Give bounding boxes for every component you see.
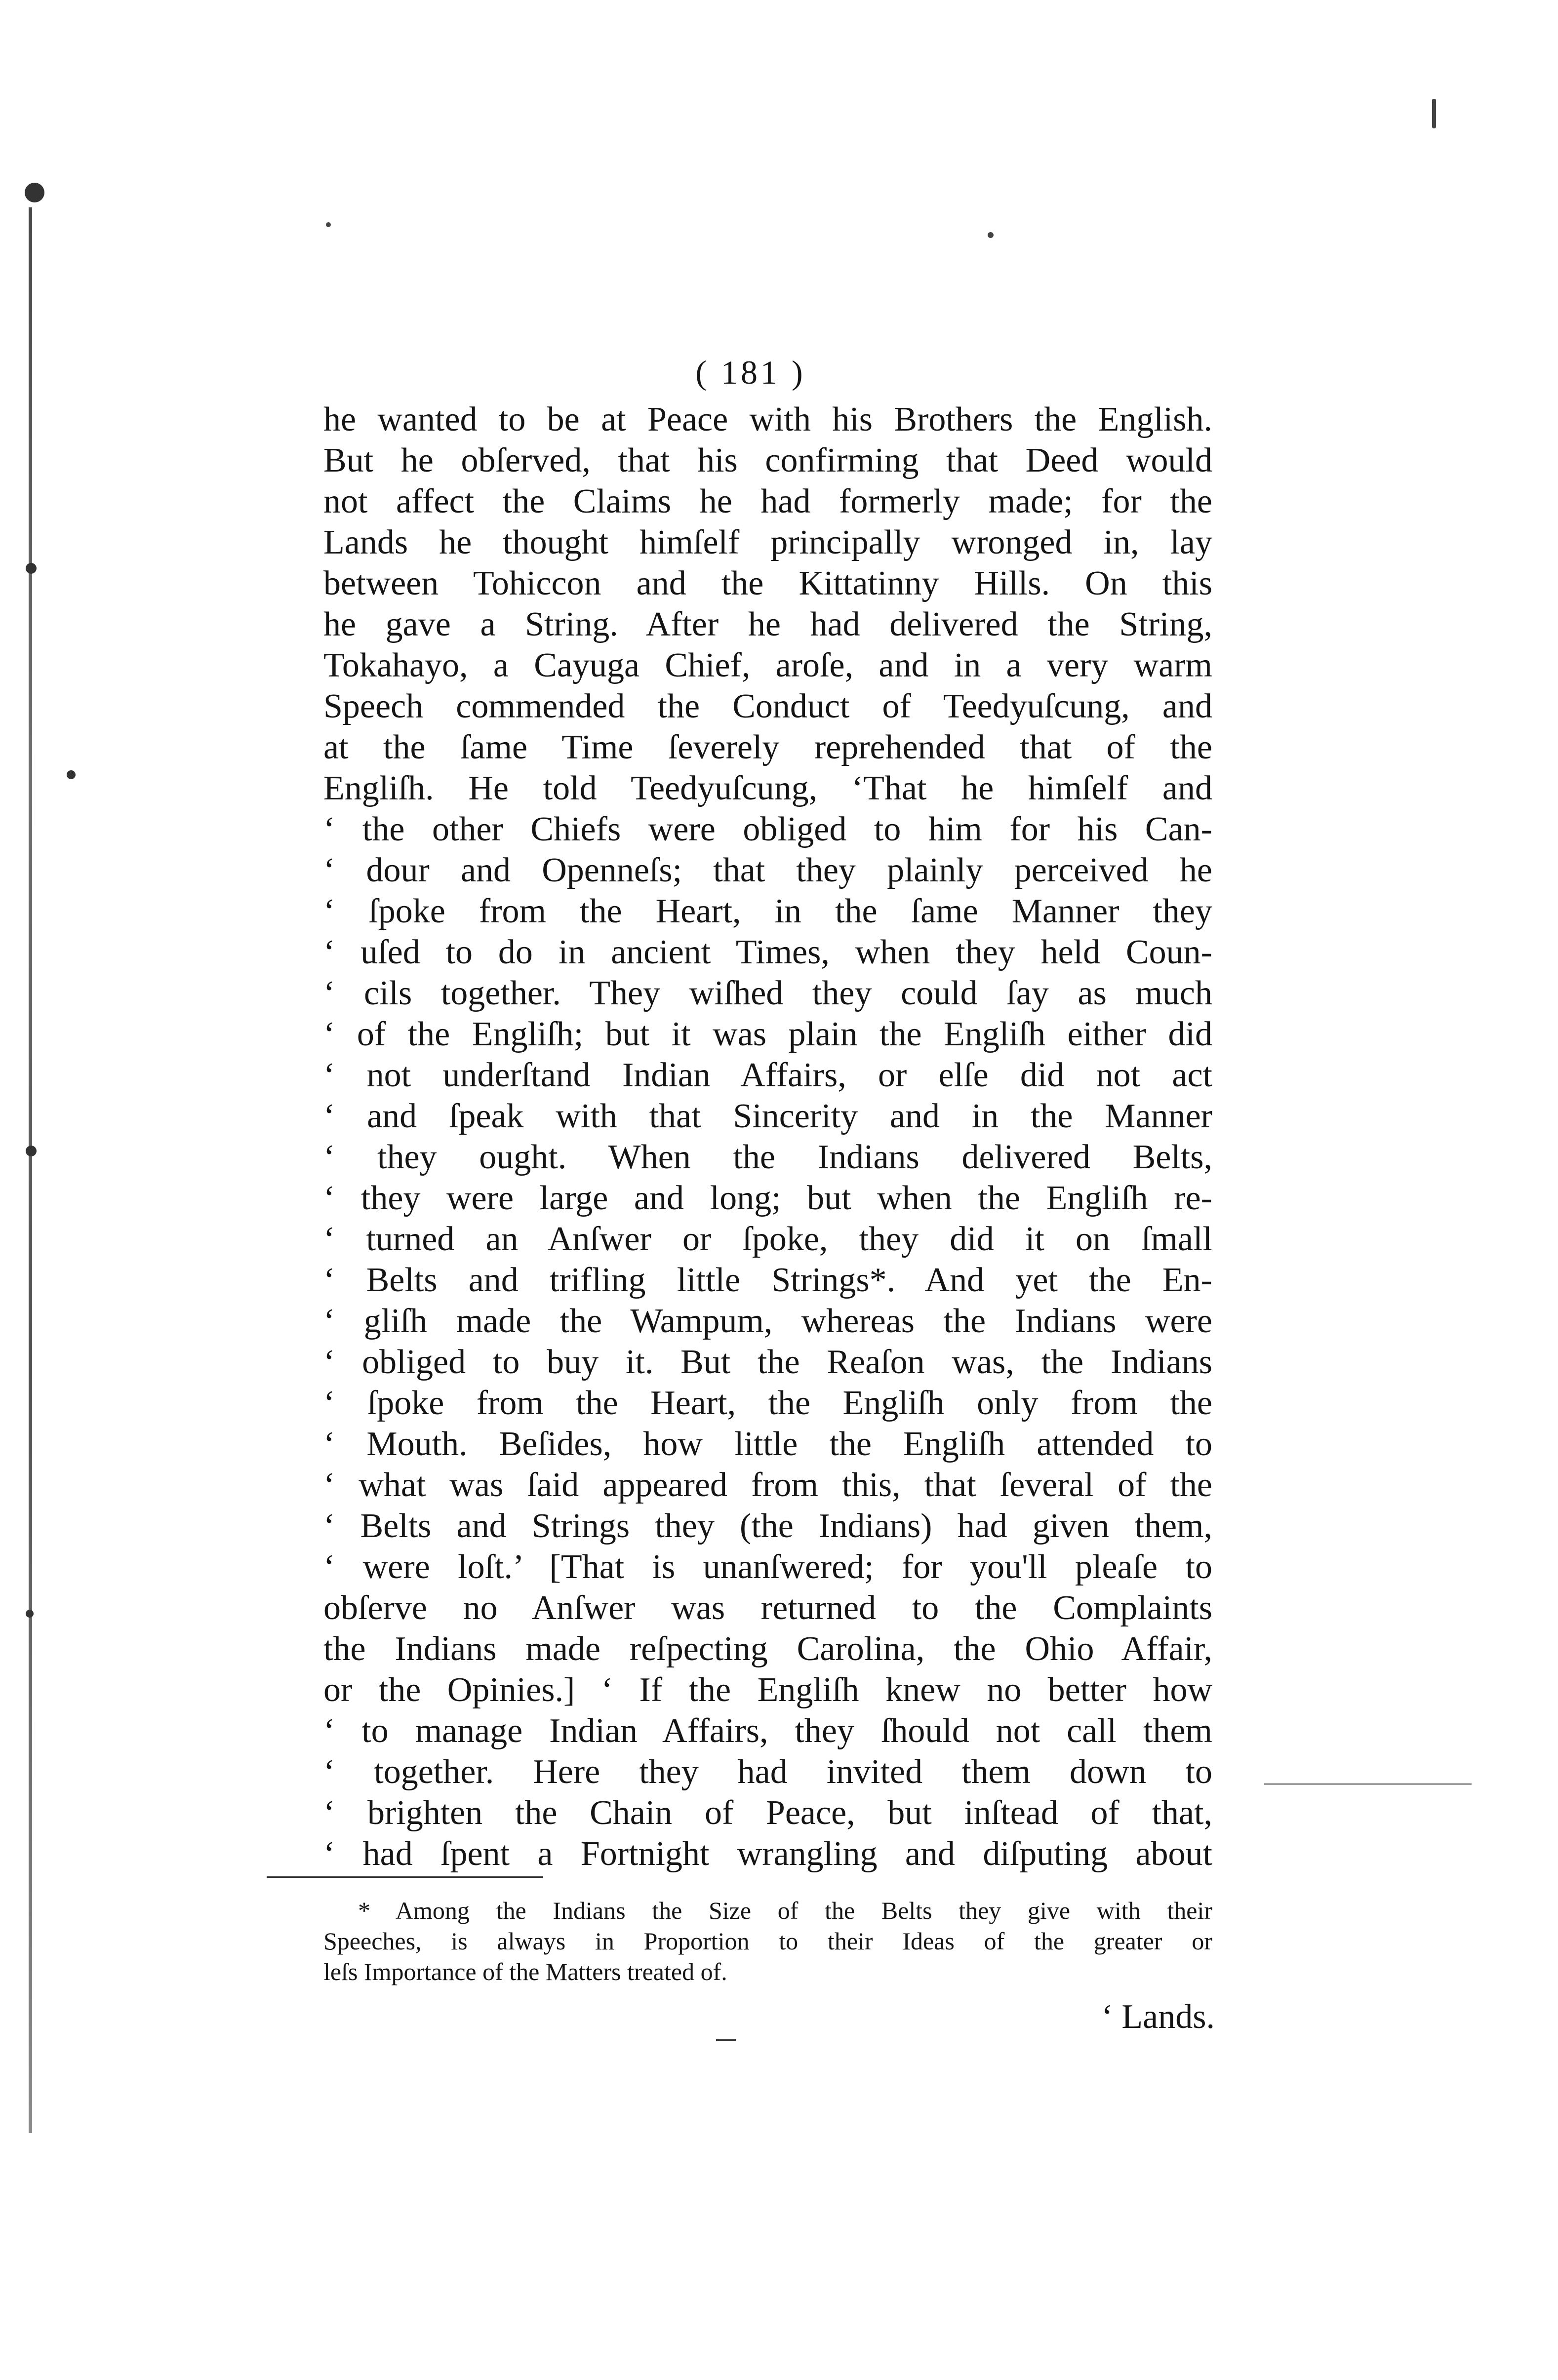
text-line: at the ſame Time ſeverely reprehended that of the (323, 728, 1212, 766)
text-line: ‘ ſpoke from the Heart, in the ſame Manner they (323, 892, 1212, 930)
text-line: ‘ dour and Openneſs; that they plainly perceived he (323, 851, 1212, 889)
text-line: ‘ the other Chiefs were obliged to him for his Can- (323, 810, 1212, 848)
edge-speck (26, 1610, 34, 1618)
text-line: not affect the Claims he had formerly made; for the (323, 482, 1212, 520)
bottom-mark (716, 2039, 736, 2041)
text-line: between Tohiccon and the Kittatinny Hills. On this (323, 564, 1212, 602)
text-line: ‘ what was ſaid appeared from this, that ſeveral of the (323, 1466, 1212, 1504)
text-line: ‘ ſpoke from the Heart, the Engliſh only from the (323, 1384, 1212, 1422)
text-line: ‘ had ſpent a Fortnight wrangling and diſputing about (323, 1835, 1212, 1873)
body-text (323, 399, 1212, 1874)
text-line: Speech commended the Conduct of Teedyuſcung, and (323, 687, 1212, 725)
text-line: the Indians made reſpecting Carolina, the Ohio Affair, (323, 1630, 1212, 1668)
text-line: ‘ Mouth. Beſides, how little the Engliſh attended to (323, 1425, 1212, 1463)
footnote-line: leſs Importance of the Matters treated of. (323, 1958, 727, 1985)
text-line: ‘ together. Here they had invited them down to (323, 1753, 1212, 1791)
footnote (323, 1895, 1212, 1987)
text-line: ‘ of the Engliſh; but it was plain the Engliſh either did (323, 1015, 1212, 1053)
margin-rule (267, 1876, 543, 1878)
catchword: ‘ Lands. (1101, 1998, 1215, 2036)
text-line: ‘ gliſh made the Wampum, whereas the Indians were (323, 1302, 1212, 1340)
footnote-line: Speeches, is always in Proportion to their Ideas of the greater or (323, 1927, 1212, 1955)
text-line: ‘ they ought. When the Indians delivered Belts, (323, 1138, 1212, 1176)
binding-edge (0, 0, 128, 2380)
text-line: Engliſh. He told Teedyuſcung, ‘That he himſelf and (323, 769, 1212, 807)
edge-speck (25, 183, 44, 202)
text-line: he wanted to be at Peace with his Brothers the English. (323, 400, 1212, 438)
text-line: ‘ and ſpeak with that Sincerity and in the Manner (323, 1097, 1212, 1135)
text-line: Lands he thought himſelf principally wronged in, lay (323, 523, 1212, 561)
margin-rule (1264, 1784, 1472, 1785)
page-speck (988, 232, 994, 238)
text-line: or the Opinies.] ‘ If the Engliſh knew no better how (323, 1671, 1212, 1709)
edge-speck (26, 1146, 37, 1156)
edge-speck (67, 770, 76, 779)
text-line: ‘ turned an Anſwer or ſpoke, they did it on ſmall (323, 1220, 1212, 1258)
text-line: ‘ Belts and Strings they (the Indians) had given them, (323, 1507, 1212, 1545)
text-line: ‘ were loſt.’ [That is unanſwered; for you'll pleaſe to (323, 1548, 1212, 1586)
text-line: ‘ brighten the Chain of Peace, but inſtead of that, (323, 1794, 1212, 1832)
text-line: obſerve no Anſwer was returned to the Complaints (323, 1589, 1212, 1627)
text-line: ‘ obliged to buy it. But the Reaſon was, the Indians (323, 1343, 1212, 1381)
text-line: ‘ not underſtand Indian Affairs, or elſe did not act (323, 1056, 1212, 1094)
binding-line (29, 207, 32, 2133)
page-speck (326, 222, 331, 227)
text-line: ‘ they were large and long; but when the Engliſh re- (323, 1179, 1212, 1217)
text-line: ‘ to manage Indian Affairs, they ſhould not call them (323, 1712, 1212, 1750)
text-line: Tokahayo, a Cayuga Chief, aroſe, and in a very warm (323, 646, 1212, 684)
text-line: he gave a String. After he had delivered the String, (323, 605, 1212, 643)
text-line: But he obſerved, that his confirming that Deed would (323, 441, 1212, 479)
text-line: ‘ cils together. They wiſhed they could ſay as much (323, 974, 1212, 1012)
page-number: ( 181 ) (695, 354, 806, 391)
text-line: ‘ Belts and trifling little Strings*. And yet the En- (323, 1261, 1212, 1299)
footnote-line: * Among the Indians the Size of the Belts they give with their (358, 1897, 1212, 1924)
page-speck (1432, 99, 1436, 128)
edge-speck (26, 563, 37, 574)
text-line: ‘ uſed to do in ancient Times, when they held Coun- (323, 933, 1212, 971)
